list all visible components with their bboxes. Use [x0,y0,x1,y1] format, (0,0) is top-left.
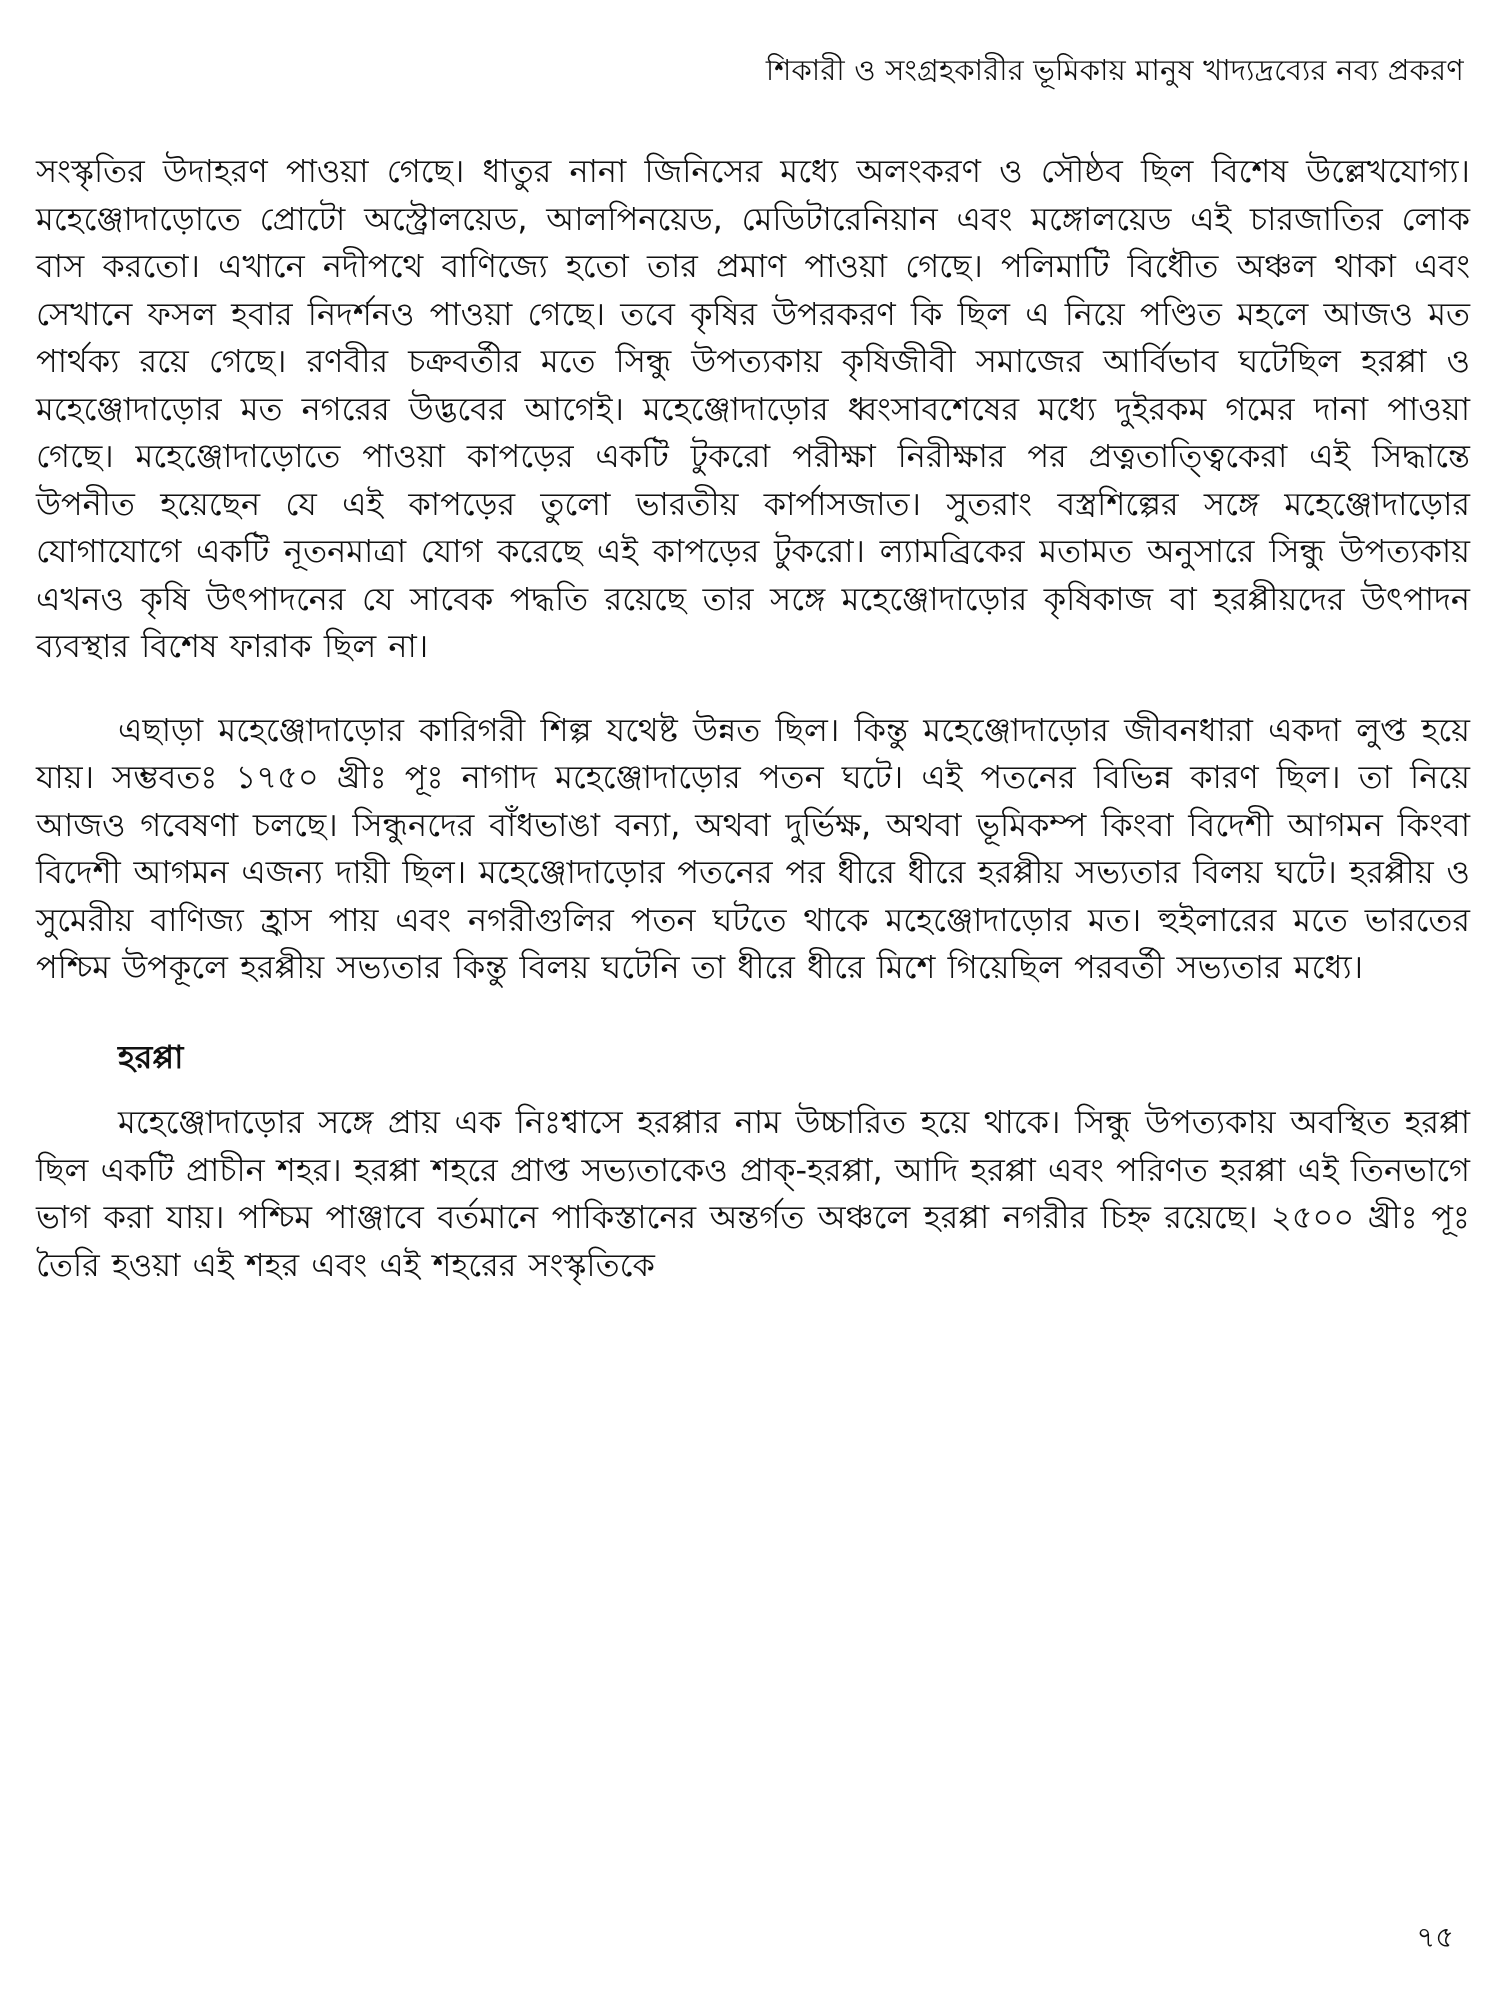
section-paragraph: মহেঞ্জোদাড়োর সঙ্গে প্রায় এক নিঃশ্বাসে হরপ্পার নাম উচ্চারিত হয়ে থাকে। সিন্ধু উপত্যকায় অবস্থিত হরপ্পা ছিল একটি প্রাচীন শহর। হরপ্পা শহরে প্রাপ্ত সভ্যতাকেও প্রাক্-হরপ্পা, আদি হরপ্পা এবং পরিণত হরপ্পা এই তিনভাগে ভাগ করা যায়। পশ্চিম পাঞ্জাবে বর্তমানে পাকিস্তানের অন্তর্গত অঞ্চলে হরপ্পা নগরীর চিহ্ন রয়েছে। ২৫০০ খ্রীঃ পূঃ তৈরি হওয়া এই শহর এবং এই শহরের সংস্কৃতিকে [36,1103,1471,1284]
paragraph-2: এছাড়া মহেঞ্জোদাড়োর কারিগরী শিল্প যথেষ্ট উন্নত ছিল। কিন্তু মহেঞ্জোদাড়োর জীবনধারা একদা লুপ্ত হয়ে যায়। সম্ভবতঃ ১৭৫০ খ্রীঃ পূঃ নাগাদ মহেঞ্জোদাড়োর পতন ঘটে। এই পতনের বিভিন্ন কারণ ছিল। তা নিয়ে আজও গবেষণা চলছে। সিন্ধুনদের বাঁধভাঙা বন্যা, অথবা দুর্ভিক্ষ, অথবা ভূমিকম্প কিংবা বিদেশী আগমন কিংবা বিদেশী আগমন এজন্য দায়ী ছিল। মহেঞ্জোদাড়োর পতনের পর ধীরে ধীরে হরপ্পীয় সভ্যতার বিলয় ঘটে। হরপ্পীয় ও সুমেরীয় বাণিজ্য হ্রাস পায় এবং নগরীগুলির পতন ঘটতে থাকে মহেঞ্জোদাড়োর মত। হুইলারের মতে ভারতের পশ্চিম উপকূলে হরপ্পীয় সভ্যতার কিন্তু বিলয় ঘটেনি তা ধীরে ধীরে মিশে গিয়েছিল পরবর্তী সভ্যতার মধ্যে। [36,710,1470,986]
section-heading: হরপ্পা [118,1037,184,1076]
paragraph-1: সংস্কৃতির উদাহরণ পাওয়া গেছে। ধাতুর নানা জিনিসের মধ্যে অলংকরণ ও সৌষ্ঠব ছিল বিশেষ উল্লেখযোগ্য। মহেঞ্জোদাড়োতে প্রোটো অস্ট্রোলয়েড, আলপিনয়েড, মেডিটারেনিয়ান এবং মঙ্গোলয়েড এই চারজাতির লোক বাস করতো। এখানে নদীপথে বাণিজ্যে হতো তার প্রমাণ পাওয়া গেছে। পলিমাটি বিধৌত অঞ্চল থাকা এবং সেখানে ফসল হবার নিদর্শনও পাওয়া গেছে। তবে কৃষির উপরকরণ কি ছিল এ নিয়ে পণ্ডিত মহলে আজও মত পার্থক্য রয়ে গেছে। রণবীর চক্রবর্তীর মতে সিন্ধু উপত্যকায় কৃষিজীবী সমাজের আর্বিভাব ঘটেছিল হরপ্পা ও মহেঞ্জোদাড়োর মত নগরের উদ্ভবের আগেই। মহেঞ্জোদাড়োর ধ্বংসাবশেষের মধ্যে দুইরকম গমের দানা পাওয়া গেছে। মহেঞ্জোদাড়োতে পাওয়া কাপড়ের একটি টুকরো পরীক্ষা নিরীক্ষার পর প্রত্নতাত্ত্বিকেরা এই সিদ্ধান্তে উপনীত হয়েছেন যে এই কাপড়ের তুলো ভারতীয় কার্পাসজাত। সুতরাং বস্ত্রশিল্পের সঙ্গে মহেঞ্জোদাড়োর যোগাযোগে একটি নূতনমাত্রা যোগ করেছে এই কাপড়ের টুকরো। ল্যামব্রিকের মতামত অনুসারে সিন্ধু উপত্যকায় এখনও কৃষি উৎপাদনের যে সাবেক পদ্ধতি রয়েছে তার সঙ্গে মহেঞ্জোদাড়োর কৃষিকাজ বা হরপ্পীয়দের উৎপাদন ব্যবস্থার বিশেষ ফারাক ছিল না। [36,152,1470,665]
page-number: ৭৫ [1416,1920,1454,1954]
body-text [36,148,1470,1289]
running-header: শিকারী ও সংগ্রহকারীর ভূমিকায় মানুষ খাদ্যদ্রব্যের নব্য প্রকরণ [765,53,1464,87]
